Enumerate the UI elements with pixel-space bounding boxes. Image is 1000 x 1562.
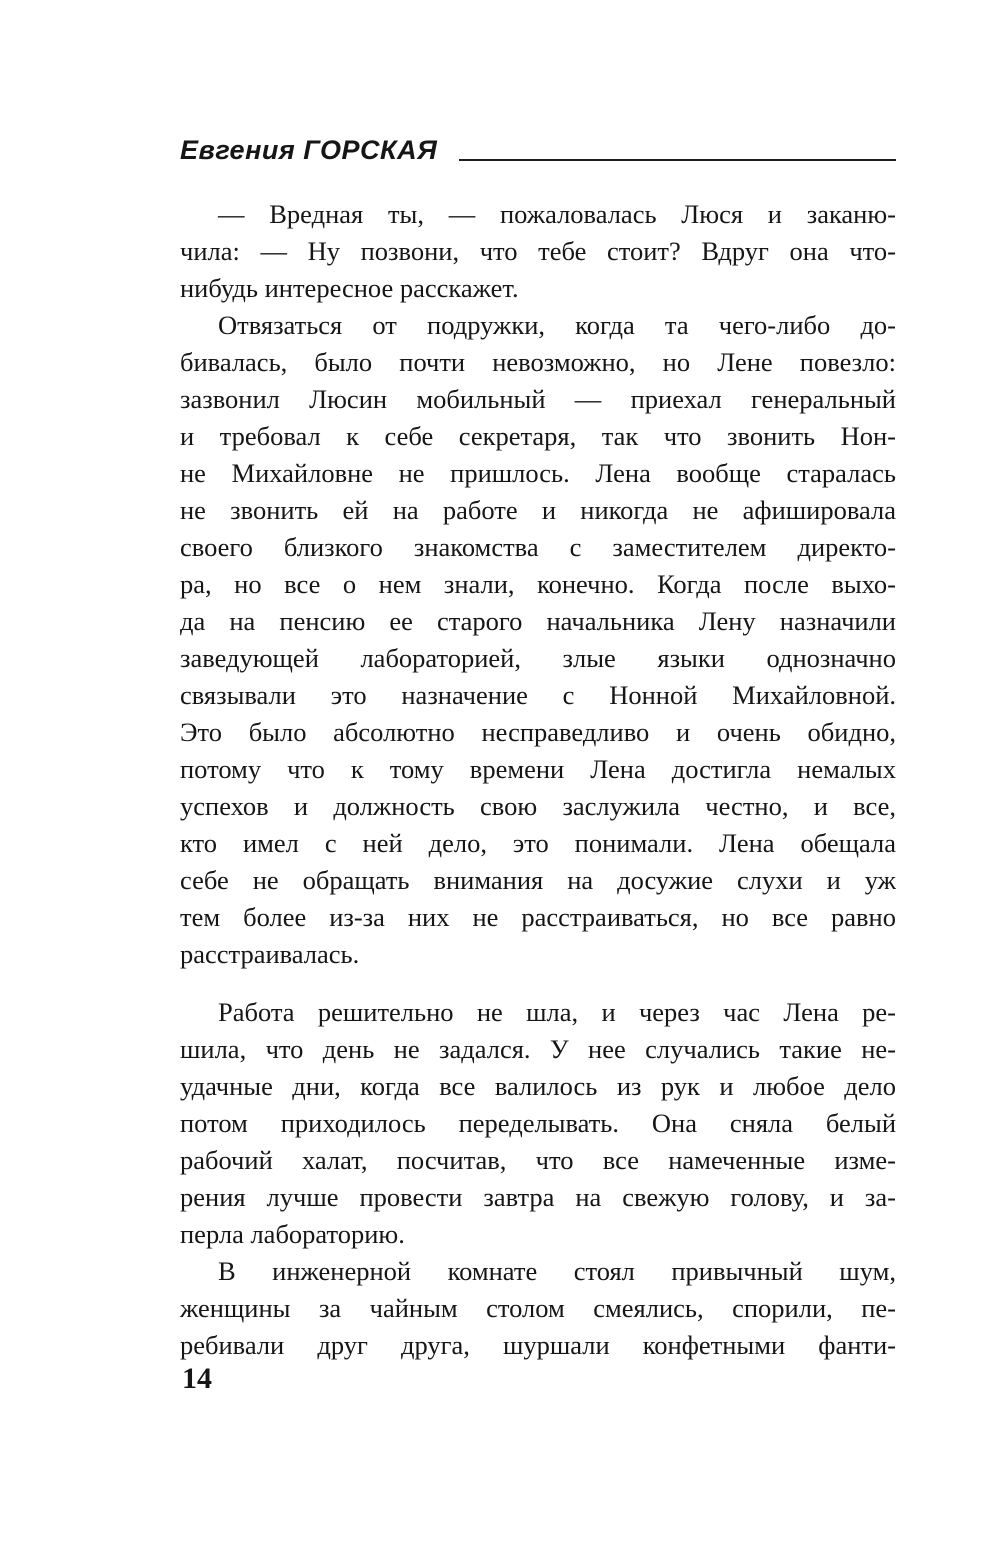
text-block bbox=[180, 132, 896, 1364]
paragraph-dialogue: — Вредная ты, — пожаловалась Люся и заканю- чила: — Ну позвони, что тебе стоит? Вдруг она что- нибудь интересное расскажет. bbox=[180, 199, 896, 303]
paragraph-main: Отвязаться от подружки, когда та чего-либо до- бивалась, было почти невозможно, но Лене повезло: зазвонил Люсин мобильный — приехал генеральный и требовал к себе секретаря, так что звонить Нон- не Михайловне не пришлось. Лена вообще старалась не звонить ей на работе и никогда не афишировала своего близкого знакомства с заместителем директо- ра, но все о нем знали, конечно. Когда после выхо- да на пенсию ее старого начальника Лену назначили заведующей лабораторией, злые языки однозначно связывали это назначение с Нонной Михайловной. Это было абсолютно несправедливо и очень обидно, потому что к тому времени Лена достигла немалых успехов и должность свою заслужила честно, и все, кто имел с ней дело, это понимали. Лена обещала себе не обращать внимания на досужие слухи и уж тем более из-за них не расстраиваться, но все равно расстраивалась. bbox=[180, 310, 896, 969]
body-text bbox=[180, 196, 896, 1364]
page-number: 14 bbox=[182, 1362, 212, 1395]
paragraph-work: Работа решительно не шла, и через час Лена ре- шила, что день не задался. У нее случались такие не- удачные дни, когда все валилось из рук и любое дело потом приходилось переделывать. Она сняла белый рабочий халат, посчитав, что все намеченные изме- рения лучше провести завтра на свежую голову, и за- перла лабораторию. bbox=[180, 997, 896, 1249]
author-name: Евгения ГОРСКАЯ bbox=[180, 135, 438, 165]
header-rule bbox=[459, 159, 896, 161]
paragraph-engineering-room: В инженерной комнате стоял привычный шум, женщины за чайным столом смеялись, спорили, пе- ребивали друг друга, шуршали конфетными фанти- bbox=[180, 1256, 896, 1360]
section-break bbox=[180, 973, 896, 994]
running-header bbox=[180, 132, 896, 166]
